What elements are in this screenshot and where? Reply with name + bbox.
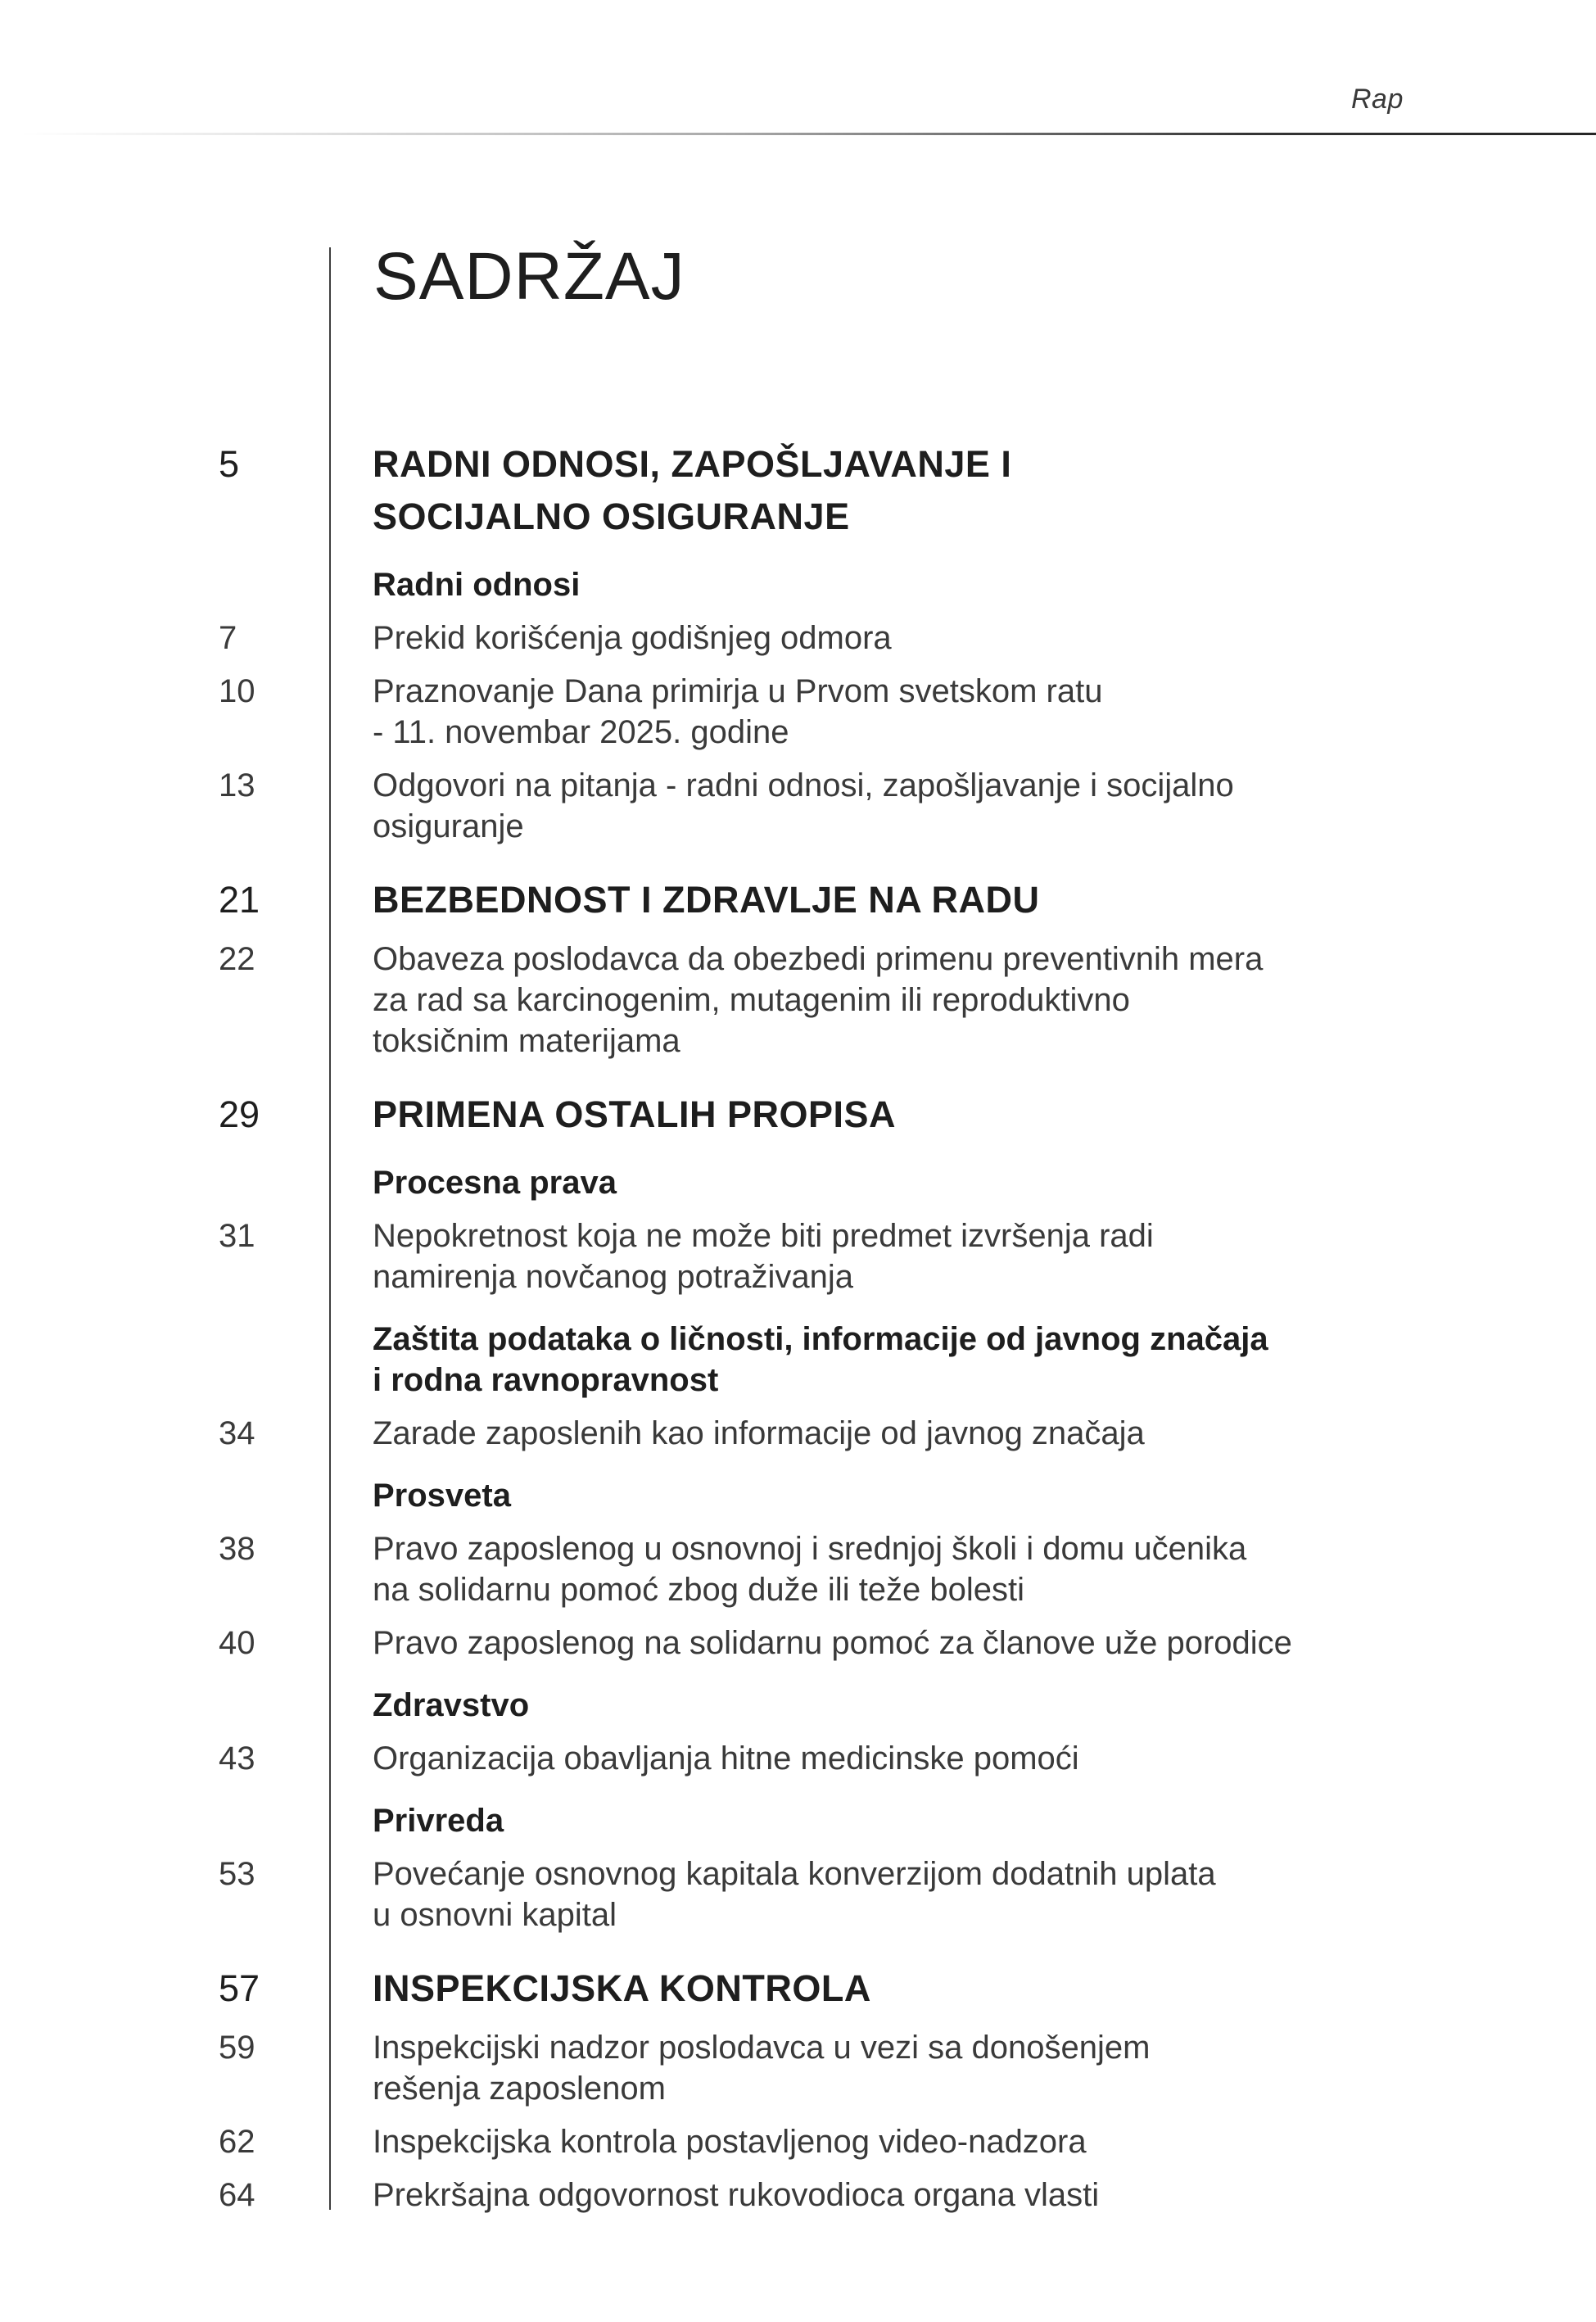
toc-entry-line: RADNI ODNOSI, ZAPOŠLJAVANJE I xyxy=(373,443,1012,485)
toc-subheading-row xyxy=(0,1162,1596,1203)
toc-entry-title xyxy=(373,1854,1596,1935)
toc-page-number: 13 xyxy=(219,767,255,803)
toc-page-number: 57 xyxy=(219,1967,260,2009)
toc-entry-line: Radni odnosi xyxy=(373,567,581,603)
toc-item-row xyxy=(0,1528,1596,1610)
toc-subheading-row xyxy=(0,1319,1596,1401)
toc-entry-line: Privreda xyxy=(373,1803,504,1839)
toc-page-number: 43 xyxy=(219,1740,255,1777)
toc-subheading-row xyxy=(0,1685,1596,1726)
toc-entry-line: Zdravstvo xyxy=(373,1687,530,1723)
toc-entry-line: Inspekcijski nadzor poslodavca u vezi sa donošenjem xyxy=(373,2030,1151,2066)
table-of-contents xyxy=(0,239,1596,2216)
toc-entry-title xyxy=(373,2121,1596,2162)
toc-item-row xyxy=(0,618,1596,659)
toc-entry-line: za rad sa karcinogenim, mutagenim ili reproduktivno xyxy=(373,982,1130,1018)
page-title: SADRŽAJ xyxy=(373,239,685,314)
toc-item-row xyxy=(0,1738,1596,1779)
toc-page-number: 22 xyxy=(219,941,255,977)
toc-item-row xyxy=(0,2027,1596,2109)
toc-entry-line: Prosveta xyxy=(373,1478,511,1514)
toc-section-title xyxy=(373,874,1596,926)
toc-subheading-row xyxy=(0,1475,1596,1516)
toc-entry-line: Odgovori na pitanja - radni odnosi, zapošljavanje i socijalno xyxy=(373,767,1234,803)
toc-section-title xyxy=(373,1089,1596,1141)
toc-page-number: 40 xyxy=(219,1625,255,1661)
toc-subheading-title xyxy=(373,1162,1596,1203)
toc-page-number: 59 xyxy=(219,2030,255,2066)
toc-entry-line: - 11. novembar 2025. godine xyxy=(373,714,789,750)
toc-item-row xyxy=(0,1854,1596,1935)
toc-subheading-row xyxy=(0,1800,1596,1841)
toc-entry-line: Praznovanje Dana primirja u Prvom svetskom ratu xyxy=(373,673,1103,709)
toc-subheading-title xyxy=(373,1685,1596,1726)
toc-item-row xyxy=(0,1215,1596,1297)
toc-subheading-title xyxy=(373,1800,1596,1841)
toc-entry-line: Zarade zaposlenih kao informacije od javnog značaja xyxy=(373,1415,1145,1451)
toc-entry-title xyxy=(373,1413,1596,1454)
toc-entry-title xyxy=(373,618,1596,659)
running-head: Rap xyxy=(1351,84,1404,115)
toc-entry-line: i rodna ravnopravnost xyxy=(373,1362,719,1398)
toc-page-number: 38 xyxy=(219,1531,255,1567)
toc-page-number: 5 xyxy=(219,443,240,485)
toc-page-number: 10 xyxy=(219,673,255,709)
toc-item-row xyxy=(0,765,1596,847)
toc-section-row xyxy=(0,1089,1596,1141)
toc-page-number: 64 xyxy=(219,2177,255,2213)
toc-entry-title xyxy=(373,765,1596,847)
toc-entry-line: na solidarnu pomoć zbog duže ili teže bolesti xyxy=(373,1572,1025,1608)
toc-page-number: 34 xyxy=(219,1415,255,1451)
toc-page-number: 31 xyxy=(219,1218,255,1254)
toc-entry-title xyxy=(373,671,1596,753)
toc-entry-title xyxy=(373,1215,1596,1297)
toc-entry-title xyxy=(373,2027,1596,2109)
toc-item-row xyxy=(0,2121,1596,2162)
toc-entry-line: u osnovni kapital xyxy=(373,1897,617,1933)
toc-entry-line: toksičnim materijama xyxy=(373,1023,680,1059)
toc-entry-line: Inspekcijska kontrola postavljenog video-nadzora xyxy=(373,2124,1087,2160)
toc-subheading-title xyxy=(373,1475,1596,1516)
toc-item-row xyxy=(0,2175,1596,2216)
toc-entry-title xyxy=(373,1738,1596,1779)
toc-entry-line: Povećanje osnovnog kapitala konverzijom dodatnih uplata xyxy=(373,1856,1216,1892)
toc-entry-line: osiguranje xyxy=(373,808,524,844)
toc-entry-title xyxy=(373,1623,1596,1663)
toc-entry-title xyxy=(373,2175,1596,2216)
toc-page-number: 62 xyxy=(219,2124,255,2160)
toc-item-row xyxy=(0,939,1596,1061)
toc-entry-line: Organizacija obavljanja hitne medicinske pomoći xyxy=(373,1740,1079,1777)
toc-entry-line: Procesna prava xyxy=(373,1165,617,1201)
toc-entry-line: SOCIJALNO OSIGURANJE xyxy=(373,496,850,537)
toc-entry-line: INSPEKCIJSKA KONTROLA xyxy=(373,1967,871,2009)
toc-subheading-title xyxy=(373,1319,1596,1401)
toc-section-row xyxy=(0,1962,1596,2015)
toc-entry-line: Pravo zaposlenog na solidarnu pomoć za članove uže porodice xyxy=(373,1625,1292,1661)
toc-subheading-title xyxy=(373,564,1596,605)
toc-subheading-row xyxy=(0,564,1596,605)
toc-entry-line: Pravo zaposlenog u osnovnoj i srednjoj školi i domu učenika xyxy=(373,1531,1247,1567)
toc-item-row xyxy=(0,671,1596,753)
toc-section-row xyxy=(0,438,1596,543)
toc-page-number: 21 xyxy=(219,879,260,921)
toc-entry-title xyxy=(373,939,1596,1061)
toc-entry-line: rešenja zaposlenom xyxy=(373,2071,666,2107)
toc-section-title xyxy=(373,1962,1596,2015)
toc-page-number: 29 xyxy=(219,1093,260,1135)
toc-page-number: 53 xyxy=(219,1856,255,1892)
toc-entry-line: BEZBEDNOST I ZDRAVLJE NA RADU xyxy=(373,879,1040,921)
toc-entry-line: Nepokretnost koja ne može biti predmet izvršenja radi xyxy=(373,1218,1154,1254)
toc-entry-line: Zaštita podataka o ličnosti, informacije od javnog značaja xyxy=(373,1321,1268,1357)
toc-entry-line: Prekid korišćenja godišnjeg odmora xyxy=(373,620,892,656)
toc-item-row xyxy=(0,1623,1596,1663)
toc-section-row xyxy=(0,874,1596,926)
toc-page-number: 7 xyxy=(219,620,237,656)
toc-entry-title xyxy=(373,1528,1596,1610)
toc-entry-line: Prekršajna odgovornost rukovodioca organa vlasti xyxy=(373,2177,1100,2213)
header-rule-line xyxy=(20,133,1596,135)
toc-item-row xyxy=(0,1413,1596,1454)
toc-section-title xyxy=(373,438,1596,543)
toc-entry-line: namirenja novčanog potraživanja xyxy=(373,1259,854,1295)
toc-entry-line: PRIMENA OSTALIH PROPISA xyxy=(373,1093,897,1135)
toc-entry-line: Obaveza poslodavca da obezbedi primenu preventivnih mera xyxy=(373,941,1264,977)
